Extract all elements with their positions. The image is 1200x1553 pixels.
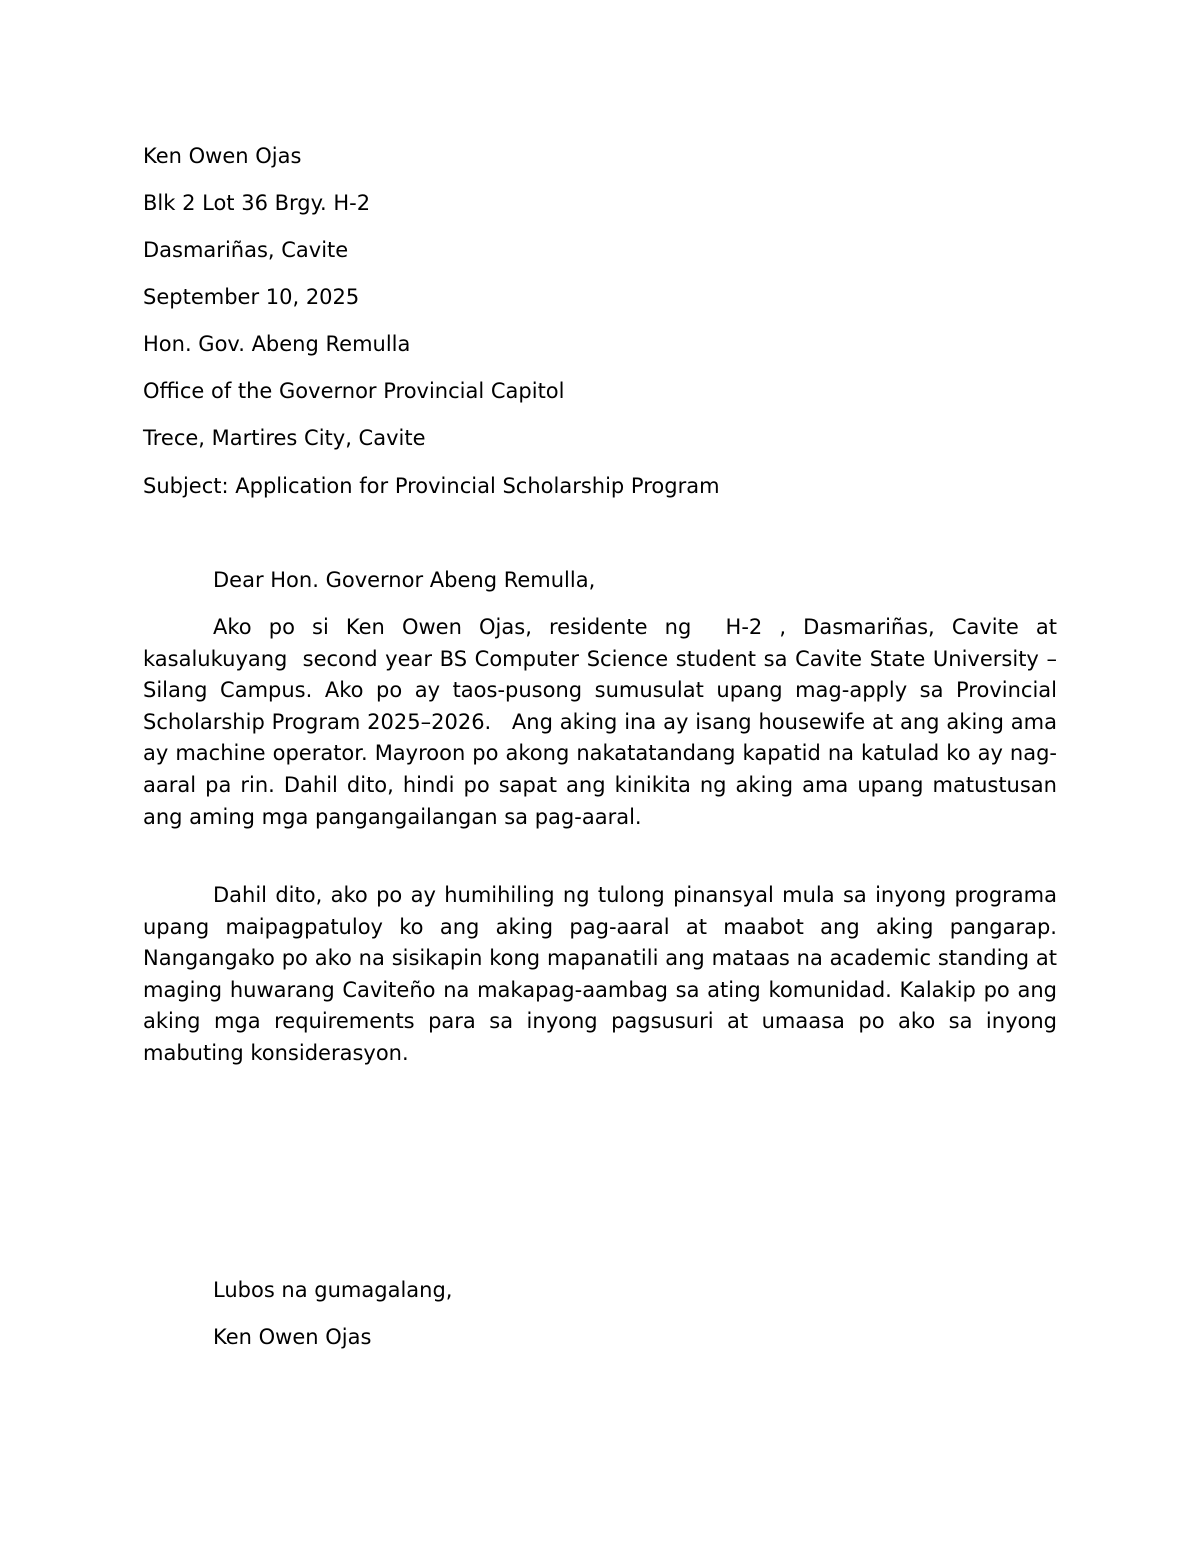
sender-address-line2: Dasmariñas, Cavite bbox=[143, 238, 349, 262]
closing: Lubos na gumagalang, bbox=[213, 1278, 453, 1302]
salutation: Dear Hon. Governor Abeng Remulla, bbox=[213, 568, 596, 592]
body-paragraph-1: Ako po si Ken Owen Ojas, residente ng H-2 , Dasmariñas, Cavite at kasalukuyang second year BS Computer Science student sa Cavite State University – Silang Campus. Ako po ay taos-pusong sumusulat upang mag-apply sa Provincial Scholarship Program 2025–2026. Ang aking ina ay isang housewife at ang aking ama ay machine operator. Mayroon po akong nakatatandang kapatid na katulad ko ay nag-aaral pa rin. Dahil dito, hindi po sapat ang kinikita ng aking ama upang matustusan ang aming mga pangangailangan sa pag-aaral. bbox=[143, 615, 1064, 829]
sender-address-line1: Blk 2 Lot 36 Brgy. H-2 bbox=[143, 191, 371, 215]
letter-subject: Subject: Application for Provincial Scholarship Program bbox=[143, 474, 720, 498]
recipient-name: Hon. Gov. Abeng Remulla bbox=[143, 332, 411, 356]
letter-date: September 10, 2025 bbox=[143, 285, 360, 309]
sender-name: Ken Owen Ojas bbox=[143, 144, 302, 168]
recipient-city: Trece, Martires City, Cavite bbox=[143, 426, 426, 450]
body-paragraph-2: Dahil dito, ako po ay humihiling ng tulong pinansyal mula sa inyong programa upang maipagpatuloy ko ang aking pag-aaral at maabot ang aking pangarap. Nangangako po ako na sisikapin kong mapanatili ang mataas na academic standing at maging huwarang Caviteño na makapag-aambag sa ating komunidad. Kalakip po ang aking mga requirements para sa inyong pagsusuri at umaasa po ako sa inyong mabuting konsiderasyon. bbox=[143, 883, 1064, 1065]
signature-name: Ken Owen Ojas bbox=[213, 1325, 372, 1349]
recipient-office: Office of the Governor Provincial Capitol bbox=[143, 379, 565, 403]
